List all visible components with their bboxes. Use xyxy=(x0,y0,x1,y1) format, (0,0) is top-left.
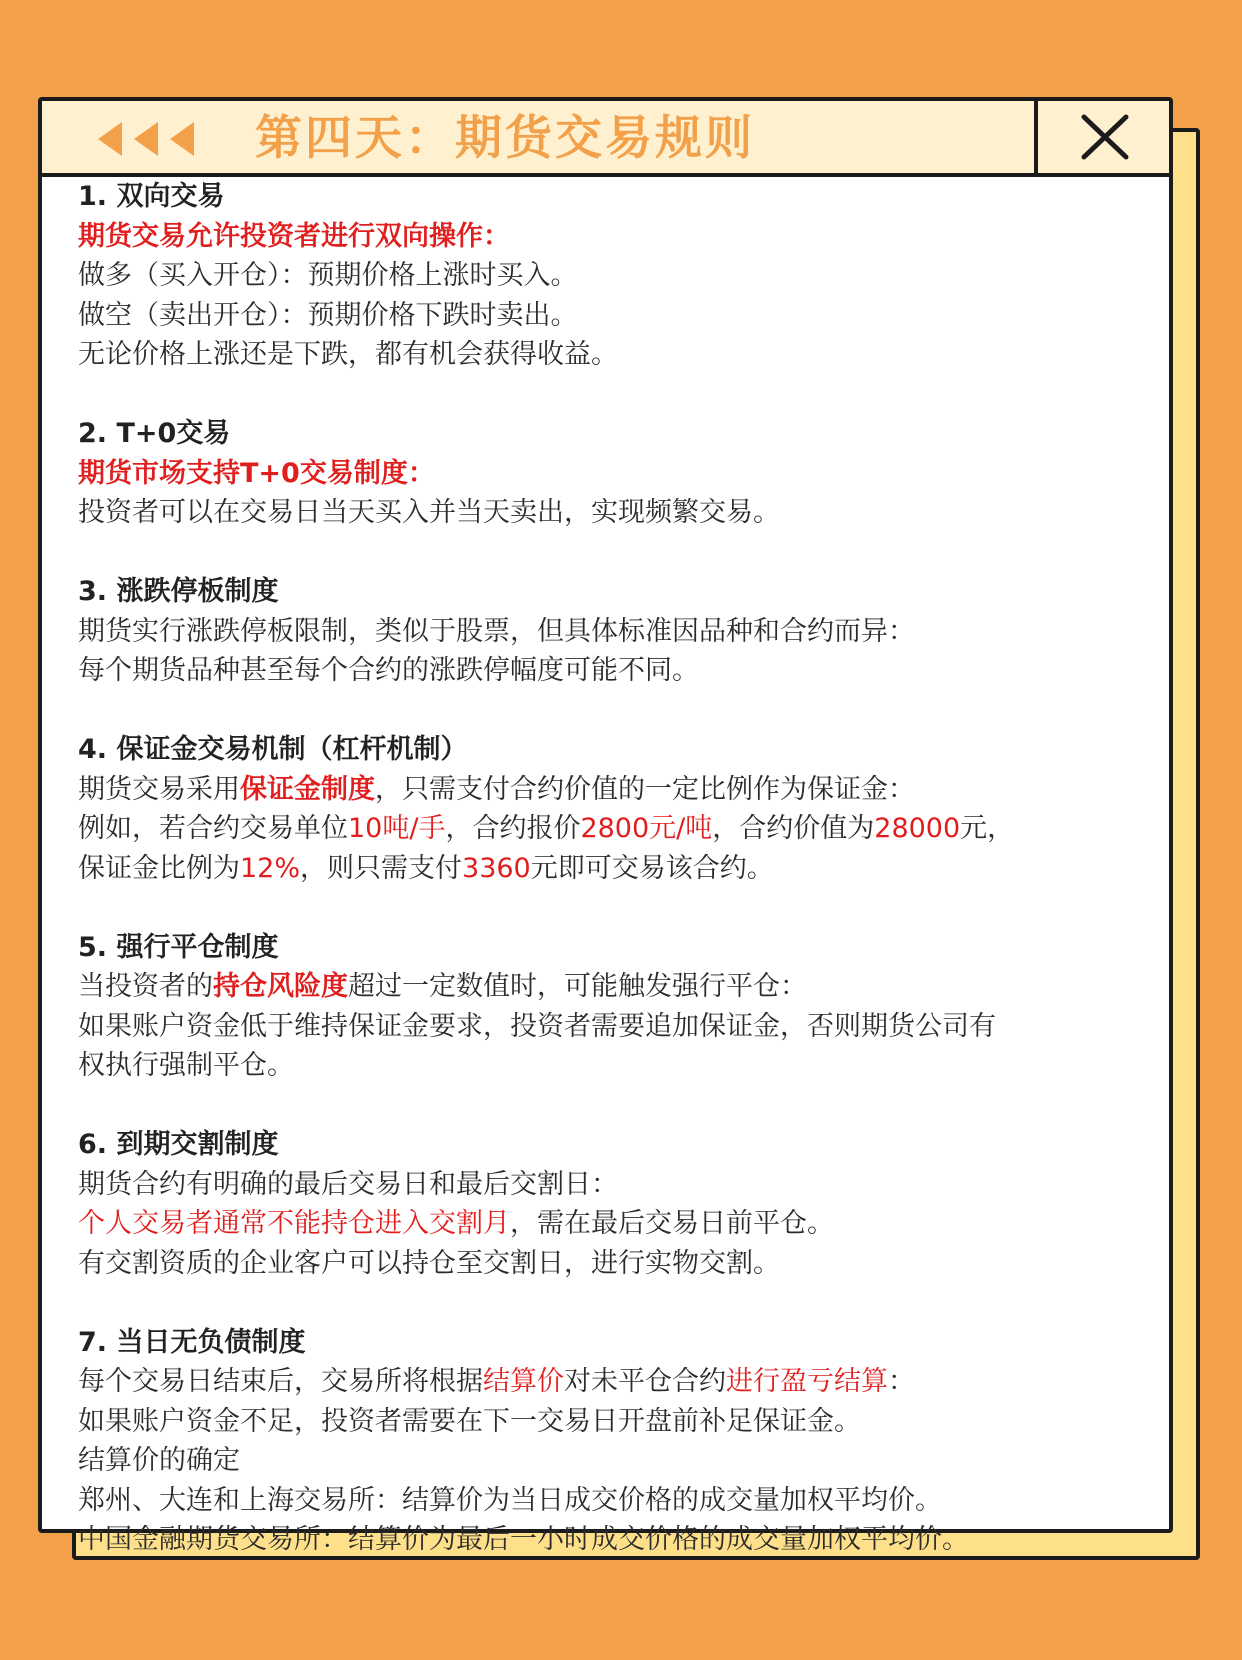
body-text: ，合约报价 xyxy=(445,813,581,844)
section-heading: 5. 强行平仓制度 xyxy=(78,931,279,963)
rule-line xyxy=(78,849,1138,889)
body-text: 保证金比例为 xyxy=(78,852,240,884)
body-text: 无论价格上涨还是下跌，都有机会获得收益。 xyxy=(78,339,618,370)
rule-line xyxy=(78,1244,1138,1284)
rule-section xyxy=(78,928,1138,1086)
rule-section xyxy=(78,730,1138,888)
highlight-text: 结算价 xyxy=(483,1366,564,1397)
body-text: 结算价的确定 xyxy=(78,1445,240,1476)
body-text: 期货实行涨跌停板限制，类似于股票，但具体标准因品种和合约而异： xyxy=(78,615,915,647)
rule-section xyxy=(78,572,1138,691)
highlight-text: 3360 xyxy=(462,852,531,884)
triple-left-arrow-icon xyxy=(98,119,194,159)
highlight-text: 2800元/吨 xyxy=(580,813,713,844)
rule-line xyxy=(78,651,1138,691)
highlight-text: 保证金制度 xyxy=(240,773,375,805)
highlight-text: 持仓风险度 xyxy=(213,971,348,1002)
section-heading: 3. 涨跌停板制度 xyxy=(78,576,279,607)
body-text: 有交割资质的企业客户可以持仓至交割日，进行实物交割。 xyxy=(78,1247,780,1279)
section-heading: 7. 当日无负债制度 xyxy=(78,1326,306,1358)
rule-section xyxy=(78,1323,1138,1560)
section-heading: 4. 保证金交易机制（杠杆机制） xyxy=(78,734,468,765)
rule-line xyxy=(78,1204,1138,1244)
rule-line xyxy=(78,612,1138,652)
highlight-text: 12% xyxy=(240,852,301,884)
rule-line xyxy=(78,1441,1138,1481)
body-text: 元即可交易该合约。 xyxy=(530,852,774,884)
rule-line xyxy=(78,1481,1138,1521)
rule-section xyxy=(78,177,1138,375)
rules-content xyxy=(78,177,1138,1599)
body-text: ： xyxy=(888,1366,915,1397)
body-text: ，则只需支付 xyxy=(300,852,463,884)
highlight-text: 10吨/手 xyxy=(348,813,446,844)
rule-line xyxy=(78,1402,1138,1442)
highlight-text: 个人交易者通常不能持仓进入交割月 xyxy=(78,1208,510,1239)
rule-line xyxy=(78,809,1138,849)
body-text: 权执行强制平仓。 xyxy=(78,1050,294,1081)
body-text: 元， xyxy=(960,813,1015,844)
rule-section xyxy=(78,1125,1138,1283)
body-text: 每个交易日结束后，交易所将根据 xyxy=(78,1366,483,1397)
body-text: 对未平仓合约 xyxy=(564,1366,726,1397)
body-text: 例如，若合约交易单位 xyxy=(78,813,348,844)
rules-card xyxy=(38,97,1173,1555)
title-bar xyxy=(42,101,1169,177)
rule-line xyxy=(78,296,1138,336)
rule-section xyxy=(78,414,1138,533)
body-text: 中国金融期货交易所：结算价为最后一小时成交价格的成交量加权平均价。 xyxy=(78,1524,969,1555)
section-heading: 2. T+0交易 xyxy=(78,418,231,449)
close-icon xyxy=(1081,114,1129,160)
body-text: 做空（卖出开仓）：预期价格下跌时卖出。 xyxy=(78,299,578,331)
page-title: 第四天：期货交易规则 xyxy=(255,111,755,166)
body-text: ，合约价值为 xyxy=(712,813,875,844)
highlight-text: 期货交易允许投资者进行双向操作： xyxy=(78,220,510,252)
body-text: 郑州、大连和上海交易所：结算价为当日成交价格的成交量加权平均价。 xyxy=(78,1484,942,1516)
body-text: 期货合约有明确的最后交易日和最后交割日： xyxy=(78,1168,618,1200)
body-text: 如果账户资金低于维持保证金要求，投资者需要追加保证金，否则期货公司有 xyxy=(78,1010,996,1042)
highlight-text: 进行盈亏结算 xyxy=(726,1366,888,1397)
rule-line xyxy=(78,770,1138,810)
rule-line xyxy=(78,217,1138,257)
rule-line xyxy=(78,493,1138,533)
highlight-text: 28000 xyxy=(874,813,961,844)
body-text: ，只需支付合约价值的一定比例作为保证金： xyxy=(375,773,915,805)
rule-line xyxy=(78,1165,1138,1205)
body-text: ，需在最后交易日前平仓。 xyxy=(510,1208,834,1239)
body-text: 期货交易采用 xyxy=(78,773,240,805)
body-text: 超过一定数值时，可能触发强行平仓： xyxy=(348,971,807,1002)
body-text: 当投资者的 xyxy=(78,971,213,1002)
rule-line xyxy=(78,256,1138,296)
body-text: 投资者可以在交易日当天买入并当天卖出，实现频繁交易。 xyxy=(78,497,780,528)
rule-line xyxy=(78,1520,1138,1560)
highlight-text: 期货市场支持T+0交易制度： xyxy=(78,457,435,489)
body-text: 每个期货品种甚至每个合约的涨跌停幅度可能不同。 xyxy=(78,655,699,686)
rule-line xyxy=(78,1362,1138,1402)
close-button[interactable] xyxy=(1034,101,1169,173)
section-heading: 1. 双向交易 xyxy=(78,181,225,212)
rule-line xyxy=(78,967,1138,1007)
body-text: 做多（买入开仓）：预期价格上涨时买入。 xyxy=(78,260,578,291)
section-heading: 6. 到期交割制度 xyxy=(78,1129,279,1160)
rule-line xyxy=(78,454,1138,494)
rule-line xyxy=(78,1007,1138,1047)
rule-line xyxy=(78,1046,1138,1086)
rule-line xyxy=(78,335,1138,375)
body-text: 如果账户资金不足，投资者需要在下一交易日开盘前补足保证金。 xyxy=(78,1405,861,1437)
